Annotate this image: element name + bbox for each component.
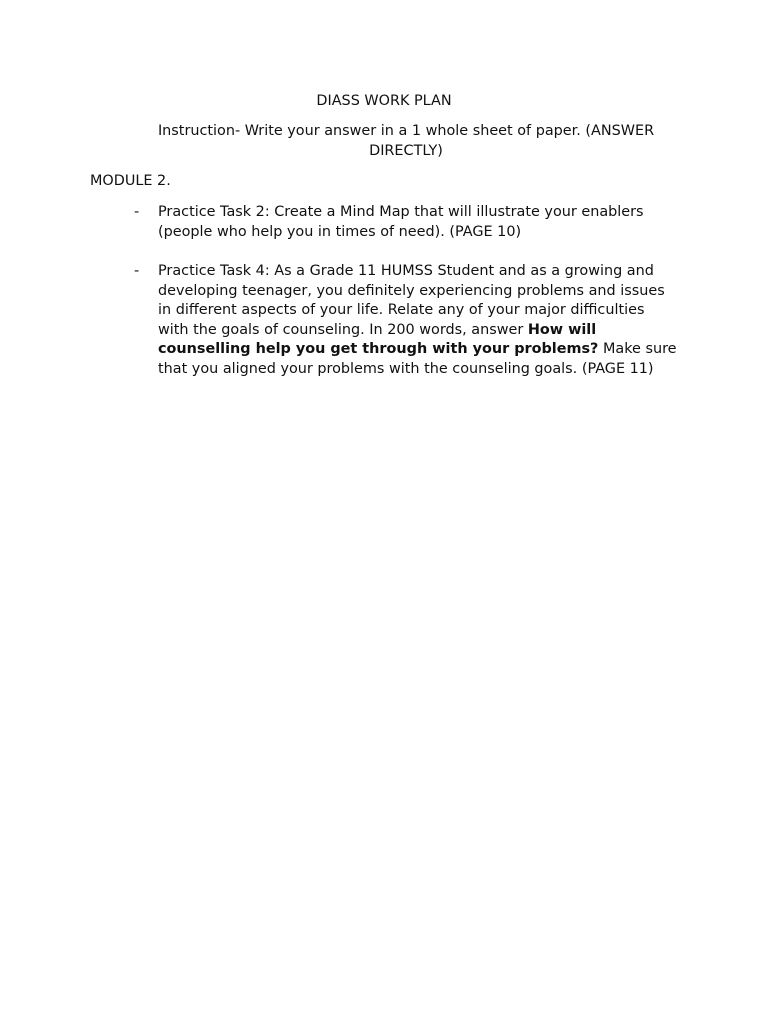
task-text: Practice Task 2: Create a Mind Map that will illustrate your enablers (people who help you in times of need). (PAGE 10) [158,204,644,240]
task-text-before: Practice Task 4: As a Grade 11 HUMSS Student and as a growing and developing teenager, you definitely experiencing problems and issues in different aspects of your life. Relate any of your major difficulties with the goals of counseling. In 200 words, answer [158,263,665,338]
instruction-text: Instruction- Write your answer in a 1 whole sheet of paper. (ANSWER DIRECTLY) [157,123,655,159]
task-bold-question: How will counselling help you get through with your problems? [158,321,599,357]
practice-task-4 [158,262,678,379]
bullet-marker: - [134,204,140,220]
practice-task-2 [158,203,678,242]
task-text-after: Make sure that you aligned your problems with the counseling goals. (PAGE 11) [158,341,677,377]
module-heading: MODULE 2. [90,173,171,189]
document-title: DIASS WORK PLAN [316,93,452,109]
bullet-marker: - [134,263,140,279]
